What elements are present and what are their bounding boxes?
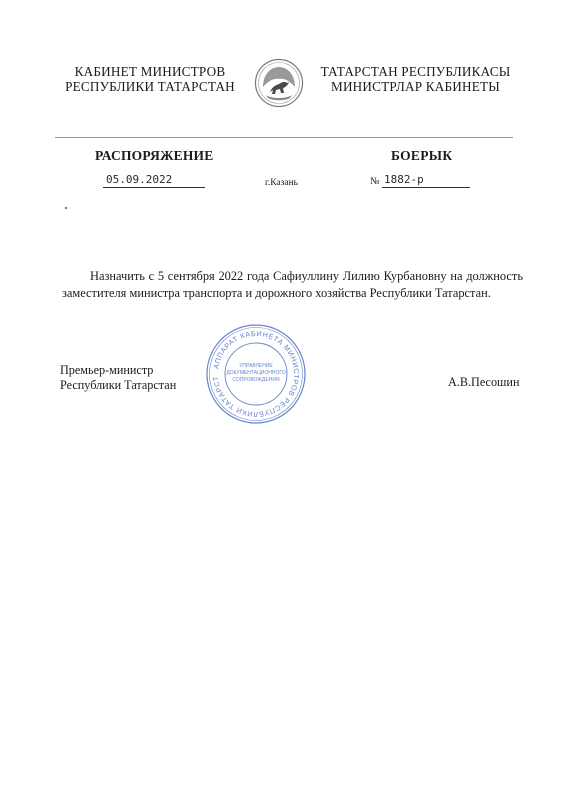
signatory-title-line2: Республики Татарстан <box>60 378 177 392</box>
signatory-title-line1: Премьер-министр <box>60 363 154 377</box>
header-divider <box>55 137 513 138</box>
document-type-tt: БОЕРЫК <box>391 148 453 163</box>
header-left-line1: КАБИНЕТ МИНИСТРОВ <box>74 64 226 79</box>
number-underline <box>382 187 470 188</box>
official-stamp <box>205 323 307 425</box>
document-type-ru: РАСПОРЯЖЕНИЕ <box>95 148 214 163</box>
header-left-block <box>45 64 255 94</box>
signatory-name: А.В.Песошин <box>448 375 520 389</box>
coat-of-arms-icon <box>254 58 304 108</box>
header-right-line1: ТАТАРСТАН РЕСПУБЛИКАСЫ <box>320 64 511 79</box>
header-left-line2: РЕСПУБЛИКИ ТАТАРСТАН <box>65 79 235 94</box>
scan-speck <box>65 207 67 209</box>
stamp-center-line1: УПРАВЛЕНИЕ <box>239 363 273 369</box>
document-date: 05.09.2022 <box>106 173 173 186</box>
document-number: 1882-р <box>384 173 424 186</box>
number-sign: № <box>370 176 380 187</box>
order-paragraph: Назначить с 5 сентября 2022 года Сафиуллину Лилию Курбановну на должность заместителя министра транспорта и дорожного хозяйства Республики Татарстан. <box>62 269 523 300</box>
signatory-title <box>60 363 176 393</box>
stamp-center-line3: СОПРОВОЖДЕНИЯ <box>232 377 280 383</box>
header-right-block <box>308 64 523 94</box>
stamp-center-line2: ДОКУМЕНТАЦИОННОГО <box>226 370 286 376</box>
date-underline <box>103 187 205 188</box>
header-right-line2: МИНИСТРЛАР КАБИНЕТЫ <box>331 79 500 94</box>
stamp-outer-text: АППАРАТ КАБИНЕТА МИНИСТРОВ РЕСПУБЛИКИ ТАТАРСТ <box>211 328 302 420</box>
document-city: г.Казань <box>265 178 299 188</box>
